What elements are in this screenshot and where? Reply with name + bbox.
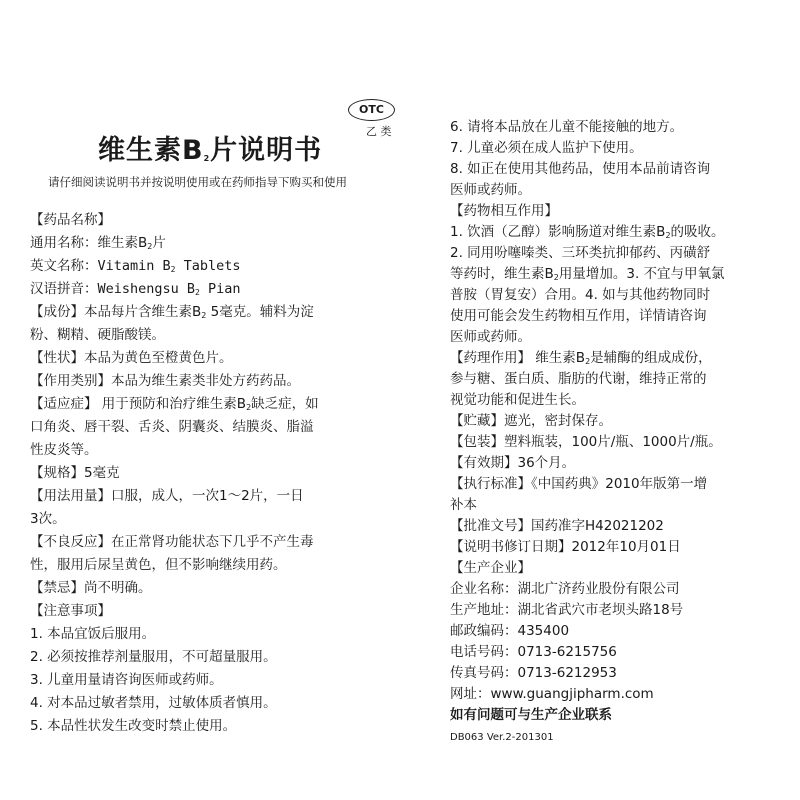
- precaution-8-line-1: 8. 如正在使用其他药品，使用本品前请咨询: [450, 161, 711, 177]
- composition-a: 【成份】本品每片含维生素B: [30, 304, 202, 320]
- revision-date: 【说明书修订日期】2012年10月01日: [450, 539, 681, 555]
- interaction-2-line-2: [450, 265, 725, 287]
- document-code: DB063 Ver.2-201301: [450, 732, 554, 743]
- precautions-header: 【注意事项】: [30, 603, 111, 619]
- interaction-2-sub: 2: [553, 273, 559, 282]
- title-part-a: 维生素B: [98, 135, 204, 166]
- pharmacology-line-3: 视觉功能和促进生长。: [450, 392, 585, 408]
- website: 网址：www.guangjipharm.com: [450, 686, 654, 702]
- composition-line-2: 粉、糊精、硬脂酸镁。: [30, 327, 165, 343]
- indications-b: 缺乏症，如: [251, 396, 319, 412]
- otc-class-label: 乙 类: [366, 125, 392, 138]
- adverse-reactions-line-1: 【不良反应】在正常肾功能状态下几乎不产生毒: [30, 534, 314, 550]
- generic-name-b: 片: [152, 235, 166, 251]
- phone-number: 电话号码：0713-6215756: [450, 644, 617, 660]
- document-title: [98, 128, 322, 167]
- english-name: [30, 257, 241, 279]
- indications-sub: 2: [246, 403, 252, 412]
- interaction-4: 使用可能会发生药物相互作用，详情请咨询: [450, 308, 707, 324]
- interaction-1-a: 1. 饮酒（乙醇）影响肠道对维生素B: [450, 224, 666, 240]
- fax-number: 传真号码：0713-6212953: [450, 665, 617, 681]
- generic-name-a: 通用名称：维生素B: [30, 235, 148, 251]
- precaution-1: 1. 本品宜饭后服用。: [30, 626, 156, 642]
- indications-line-1: [30, 395, 319, 417]
- title-subscript: 2: [203, 154, 211, 163]
- interaction-2-line-1: 2. 同用吩噻嗪类、三环类抗抑郁药、丙磺舒: [450, 245, 711, 261]
- composition-sub: 2: [201, 311, 207, 320]
- dosage-line-1: 【用法用量】口服，成人，一次1～2片，一日: [30, 488, 304, 504]
- company-name: 企业名称：湖北广济药业股份有限公司: [450, 581, 680, 597]
- generic-name: [30, 234, 166, 256]
- postal-code: 邮政编码：435400: [450, 623, 570, 639]
- pinyin-name-a: 汉语拼音：Weishengsu B: [30, 281, 196, 297]
- interactions-header: 【药物相互作用】: [450, 203, 558, 219]
- indications-line-2: 口角炎、唇干裂、舌炎、阴囊炎、结膜炎、脂溢: [30, 419, 314, 435]
- interaction-1: [450, 223, 725, 245]
- packaging: 【包装】塑料瓶装，100片/瓶、1000片/瓶。: [450, 434, 722, 450]
- precaution-4: 4. 对本品过敏者禁用，过敏体质者慎用。: [30, 695, 277, 711]
- contraindications: 【禁忌】尚不明确。: [30, 580, 152, 596]
- adverse-reactions-line-2: 性，服用后尿呈黄色，但不影响继续用药。: [30, 557, 287, 573]
- english-name-sub: 2: [170, 265, 176, 274]
- generic-name-sub: 2: [147, 242, 153, 251]
- storage: 【贮藏】遮光，密封保存。: [450, 413, 612, 429]
- pharmacology-b: 是辅酶的组成成份，: [590, 350, 712, 366]
- interaction-3: 普胺（胃复安）合用。4. 如与其他药物同时: [450, 287, 711, 303]
- reading-notice: 请仔细阅读说明书并按说明使用或在药师指导下购买和使用: [48, 175, 347, 189]
- manufacturer-header: 【生产企业】: [450, 560, 531, 576]
- pharmacology-line-1: [450, 349, 712, 371]
- specification: 【规格】5毫克: [30, 465, 120, 481]
- dosage-line-2: 3次。: [30, 511, 66, 527]
- precaution-2: 2. 必须按推荐剂量服用，不可超量服用。: [30, 649, 277, 665]
- precaution-3: 3. 儿童用量请咨询医师或药师。: [30, 672, 223, 688]
- contact-note: 如有问题可与生产企业联系: [450, 707, 612, 723]
- interaction-1-sub: 2: [665, 231, 671, 240]
- english-name-a: 英文名称：Vitamin B: [30, 258, 171, 274]
- otc-badge: OTC: [348, 99, 395, 121]
- composition-line-1: [30, 303, 314, 325]
- interaction-2-a: 等药时，维生素B: [450, 266, 554, 282]
- company-address: 生产地址：湖北省武穴市老坝头路18号: [450, 602, 684, 618]
- pinyin-name: [30, 280, 241, 302]
- drug-name-header: 【药品名称】: [30, 212, 111, 228]
- pinyin-name-sub: 2: [195, 288, 200, 297]
- composition-b: 5毫克。辅料为淀: [206, 304, 314, 320]
- precaution-5: 5. 本品性状发生改变时禁止使用。: [30, 718, 237, 734]
- standard-line-2: 补本: [450, 497, 477, 513]
- pinyin-name-b: Pian: [199, 281, 241, 297]
- title-part-b: 片说明书: [210, 135, 323, 166]
- precaution-6: 6. 请将本品放在儿童不能接触的地方。: [450, 119, 684, 135]
- standard-line-1: 【执行标准】《中国药典》2010年版第一增: [450, 476, 708, 492]
- english-name-b: Tablets: [175, 258, 241, 274]
- interaction-2-b: 用量增加。3. 不宜与甲氧氯: [558, 266, 725, 282]
- pharmacology-line-2: 参与糖、蛋白质、脂肪的代谢，维持正常的: [450, 371, 707, 387]
- interaction-1-b: 的吸收。: [670, 224, 725, 240]
- precaution-7: 7. 儿童必须在成人监护下使用。: [450, 140, 643, 156]
- precaution-8-line-2: 医师或药师。: [450, 182, 531, 198]
- action-category: 【作用类别】本品为维生素类非处方药药品。: [30, 373, 300, 389]
- pharmacology-a: 【药理作用】 维生素B: [450, 350, 586, 366]
- indications-a: 【适应症】 用于预防和治疗维生素B: [30, 396, 247, 412]
- pharmacology-sub: 2: [585, 357, 591, 366]
- approval-number: 【批准文号】国药准字H42021202: [450, 518, 664, 534]
- properties: 【性状】本品为黄色至橙黄色片。: [30, 350, 233, 366]
- interaction-5: 医师或药师。: [450, 329, 531, 345]
- validity: 【有效期】36个月。: [450, 455, 576, 471]
- indications-line-3: 性皮炎等。: [30, 442, 98, 458]
